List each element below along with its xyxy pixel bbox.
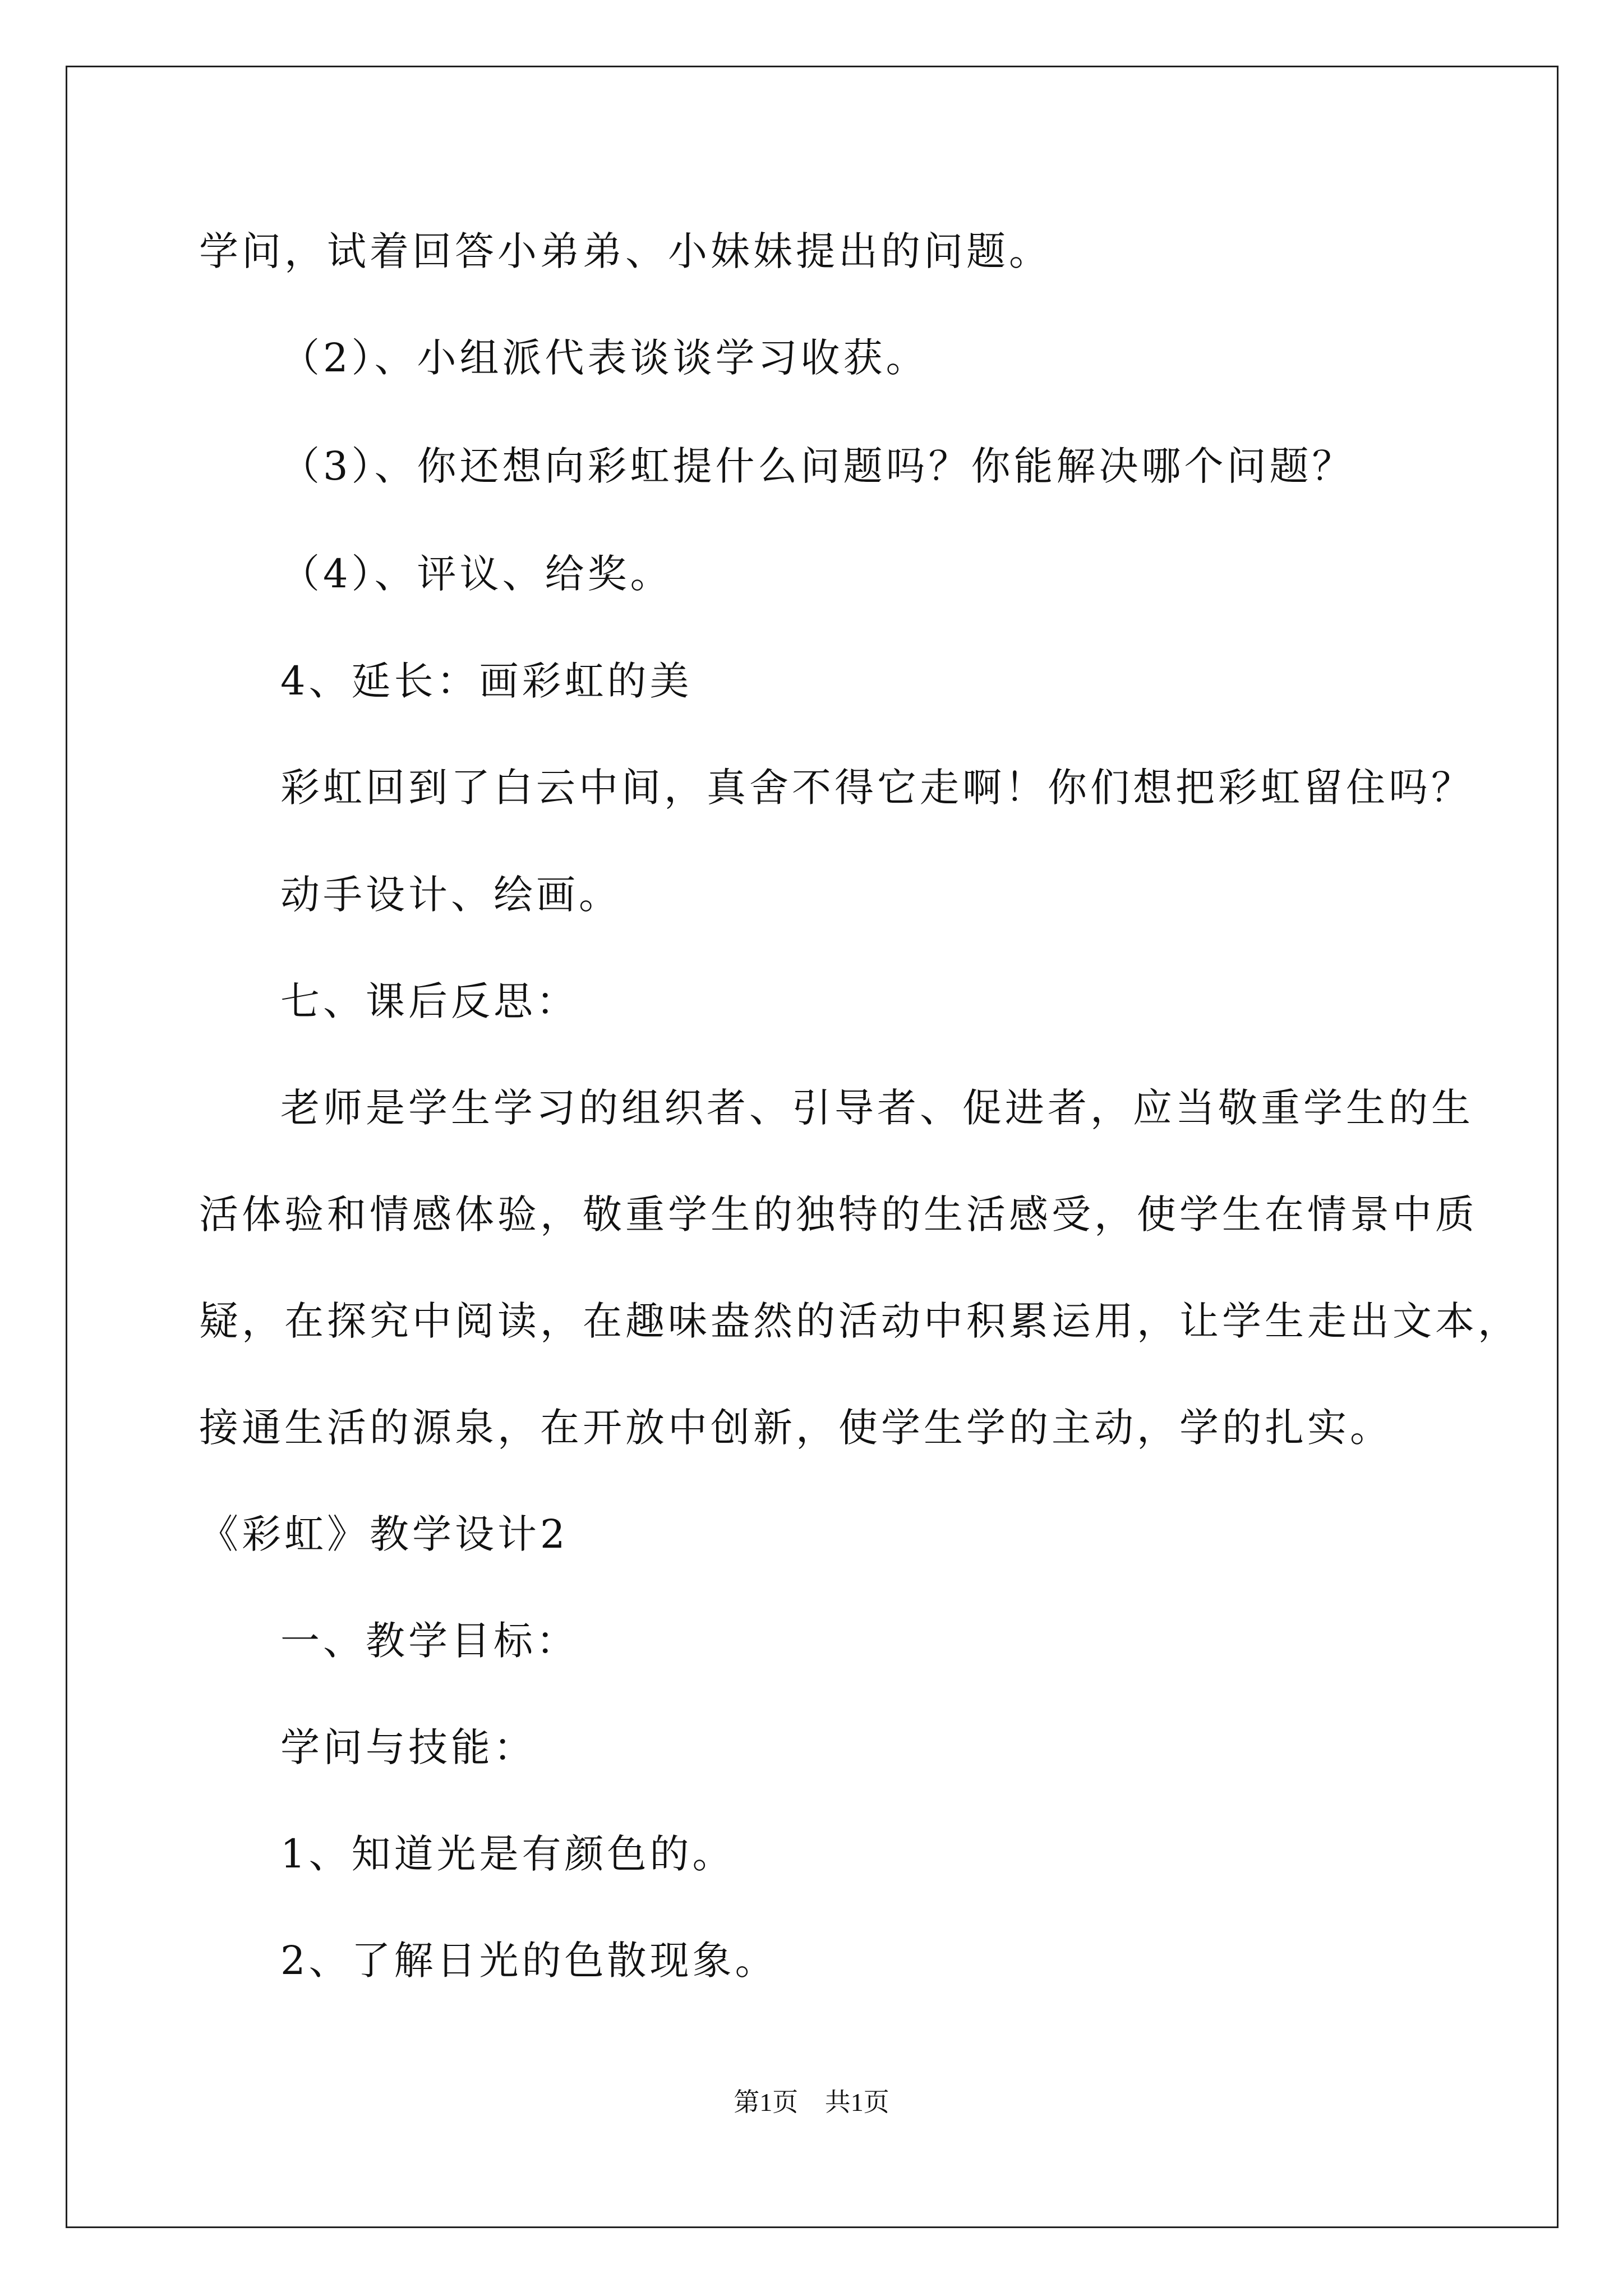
list-item: 2、了解日光的色散现象。 — [280, 1938, 778, 1984]
text-line: 疑，在探究中阅读，在趣味盎然的活动中积累运用，让学生走出文本， — [199, 1298, 1520, 1344]
text-line: 学问，试着回答小弟弟、小妹妹提出的问题。 — [199, 228, 1052, 274]
section-heading: 一、教学目标： — [280, 1618, 579, 1664]
text-line: （4）、评议、给奖。 — [280, 551, 673, 597]
text-line: 接通生活的源泉，在开放中创新，使学生学的主动，学的扎实。 — [199, 1405, 1393, 1451]
text-line: （2）、小组派代表谈谈学习收获。 — [280, 335, 929, 381]
text-line: 活体验和情感体验，敬重学生的独特的生活感受，使学生在情景中质 — [199, 1191, 1478, 1237]
subheading: 学问与技能： — [280, 1724, 536, 1770]
text-line: 老师是学生学习的组织者、引导者、促进者，应当敬重学生的生 — [280, 1085, 1474, 1131]
page-total: 共1页 — [824, 2088, 889, 2116]
text-line: 动手设计、绘画。 — [280, 872, 621, 918]
section-heading: 七、课后反思： — [280, 978, 579, 1024]
text-line: 4、延长：画彩虹的美 — [280, 658, 693, 704]
page-number: 第1页 — [734, 2088, 799, 2116]
document-title: 《彩虹》教学设计2 — [199, 1511, 569, 1557]
list-item: 1、知道光是有颜色的。 — [280, 1831, 735, 1877]
page-footer — [0, 2086, 1623, 2119]
page-border — [66, 66, 1559, 2228]
text-line: 彩虹回到了白云中间，真舍不得它走啊！你们想把彩虹留住吗？ — [280, 765, 1474, 811]
text-line: （3）、你还想向彩虹提什么问题吗？你能解决哪个问题？ — [280, 443, 1355, 489]
